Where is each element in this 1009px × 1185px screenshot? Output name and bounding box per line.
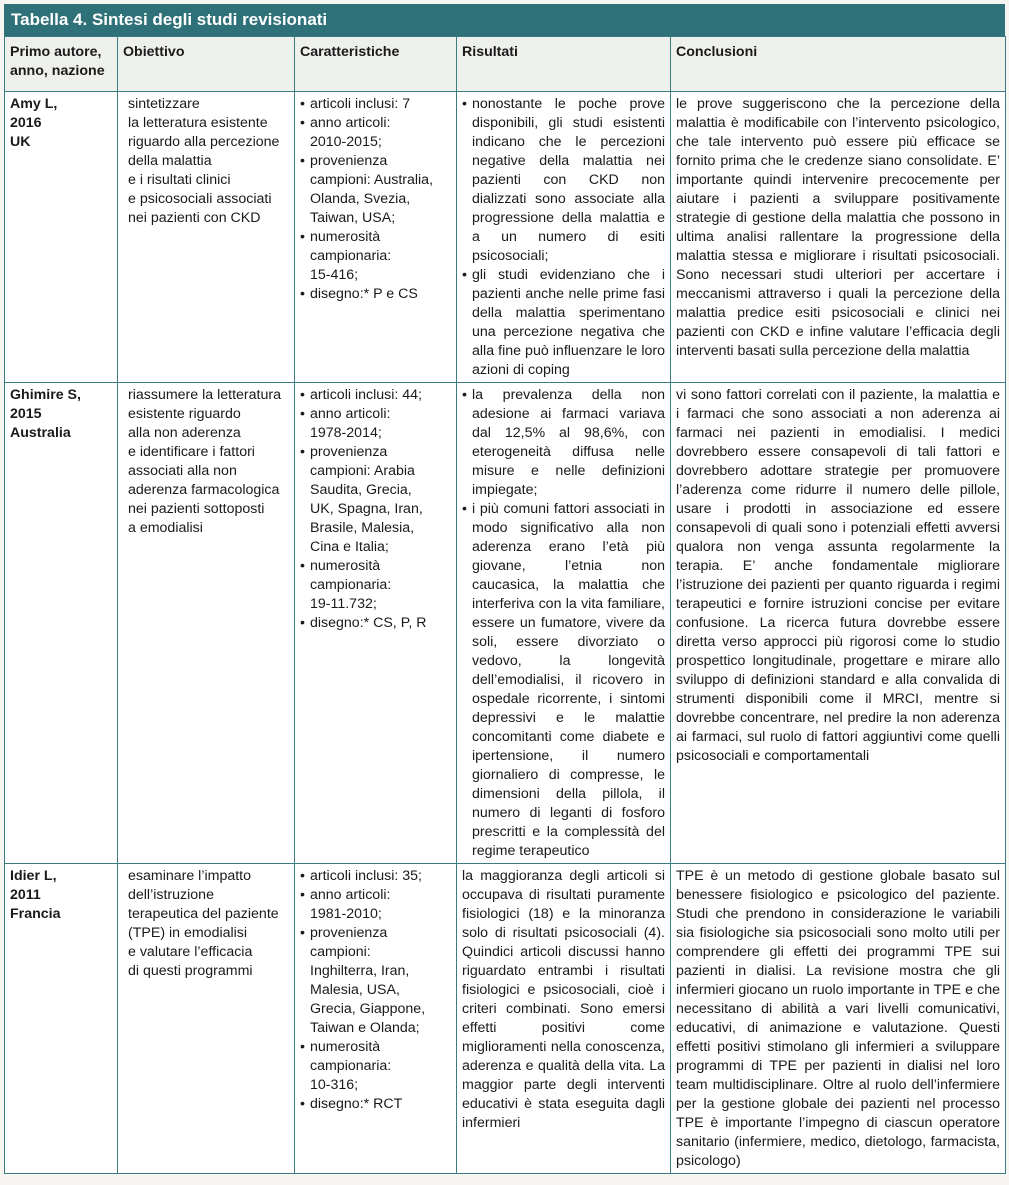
feature-item: • numerosità campionaria: 15-416; [300,228,451,285]
feature-item: • articoli inclusi: 7 [300,95,451,114]
header-results: Risultati [457,37,671,92]
result-item: • nonostante le poche prove disponibili, gli studi esistenti indicano che le percezioni negative della malattia nei pazienti con CKD non dializzati sono associate alla progressione della malattia e a un numero di esiti psicosociali; [462,95,665,266]
feature-item: • provenienza campioni: Australia, Olanda, Svezia, Taiwan, USA; [300,152,451,228]
objective-cell: esaminare l’impatto dell’istruzione terapeutica del paziente (TPE) in emodialisi e valutare l’efficacia di questi programmi [118,864,295,1174]
feature-item: • provenienza campioni: Arabia Saudita, Grecia, UK, Spagna, Iran, Brasile, Malesia, Cina e Italia; [300,443,451,557]
feature-item: • disegno:* RCT [300,1095,451,1114]
feature-item: • disegno:* CS, P, R [300,614,451,633]
result-item: • gli studi evidenziano che i pazienti anche nelle prime fasi della malattia sperimentano una percezione negativa che alla fine può influenzare le loro azioni di coping [462,266,665,380]
table-row [5,92,1006,383]
objective-cell: sintetizzare la letteratura esistente riguardo alla percezione della malattia e i risultati clinici e psicosociali associati nei pazienti con CKD [118,92,295,383]
header-conclusions: Conclusioni [671,37,1006,92]
table-row [5,864,1006,1174]
table-row [5,383,1006,864]
studies-table [4,36,1006,1174]
objective-cell: riassumere la letteratura esistente riguardo alla non aderenza e identificare i fattori associati alla non aderenza farmacologica nei pazienti sottoposti a emodialisi [118,383,295,864]
feature-item: • articoli inclusi: 35; [300,867,451,886]
feature-item: • disegno:* P e CS [300,285,451,304]
conclusions-cell: TPE è un metodo di gestione globale basato sul benessere fisiologico e psicologico del paziente. Studi che prendono in considerazione le variabili sia fisiologiche sia psicosociali sono molto utili per comprendere gli effetti dei programmi TPE sui pazienti in dialisi. La revisione mostra che gli infermieri giocano un ruolo importante in TPE e che necessitano di abilità a vari livelli comunicativi, educativi, di animazione e valutazione. Questi effetti positivi stimolano gli infermieri a sviluppare programmi di TPE per pazienti in dialisi nel loro team multidisciplinare. Oltre al ruolo dell’infermiere per la gestione globale dei pazienti nel processo TPE è importante l’impegno di ciascun operatore sanitario (infermiere, medico, dietologo, farmacista, psicologo) [671,864,1006,1174]
author-cell: Amy L, 2016 UK [5,92,118,383]
table-header-row [5,37,1006,92]
table-title: Tabella 4. Sintesi degli studi revisionati [4,4,1005,36]
results-cell: la maggioranza degli articoli si occupava di risultati puramente fisiologici (18) e la minoranza solo di risultati psicosociali (4). Quindici articoli discussi hanno riguardato entrambi i risultati fisiologici e psicosociali, cioè i criteri combinati. Sono emersi effetti positivi come miglioramenti nella conoscenza, aderenza e qualità della vita. La maggior parte degli interventi educativi è stata eseguita dagli infermieri [457,864,671,1174]
results-cell [457,92,671,383]
features-cell [295,92,457,383]
header-objective: Obiettivo [118,37,295,92]
header-features: Caratteristiche [295,37,457,92]
feature-item: • anno articoli: 2010-2015; [300,114,451,152]
author-cell: Ghimire S, 2015 Australia [5,383,118,864]
feature-item: • provenienza campioni: Inghilterra, Iran, Malesia, USA, Grecia, Giappone, Taiwan e Olanda; [300,924,451,1038]
features-cell [295,383,457,864]
author-cell: Idier L, 2011 Francia [5,864,118,1174]
feature-item: • anno articoli: 1981-2010; [300,886,451,924]
header-author: Primo autore, anno, nazione [5,37,118,92]
feature-item: • anno articoli: 1978-2014; [300,405,451,443]
conclusions-cell: le prove suggeriscono che la percezione della malattia è modificabile con l’intervento psicologico, che tale intervento può essere più efficace se fornito prima che le credenze siano consolidate. E’ importante quindi intervenire precocemente per aiutare i pazienti a sviluppare positivamente strategie di gestione della malattia che possono in ultima analisi rallentare la progressione della malattia stessa e migliorare i risultati psicosociali. Sono necessari studi ulteriori per accertare i meccanismi attraverso i quali la percezione della malattia predice esiti psicosociali e clinici nei pazienti con CKD e infine valutare l’efficacia degli interventi basati sulla percezione della malattia [671,92,1006,383]
results-cell [457,383,671,864]
conclusions-cell: vi sono fattori correlati con il paziente, la malattia e i farmaci che sono associati a non aderenza ai farmaci nei pazienti in emodialisi. I medici dovrebbero essere consapevoli di tali fattori e dovrebbero adottare strategie per promuovere l’aderenza come ridurre il numero delle pillole, usare i prodotti in associazione ed essere consapevoli di quali sono i potenziali effetti avversi qualora non venga assunta regolarmente la terapia. E’ anche fondamentale migliorare l’istruzione dei pazienti per quanto riguarda i regimi terapeutici e fornire istruzioni concise per evitare confusione. La ricerca futura dovrebbe essere diretta verso approcci più rigorosi come lo studio prospettico longitudinale, progettare e mirare allo sviluppo di definizioni standard e alla convalida di strumenti disponibili come il MRCI, mentre si dovrebbe concentrare, nel predire la non aderenza ai farmaci, sul ruolo di fattori aggiuntivi come quelli psicosociali e comportamentali [671,383,1006,864]
result-item: • la prevalenza della non adesione ai farmaci variava dal 12,5% al 98,6%, con eterogeneità diffusa nelle misure e nelle definizioni impiegate; [462,386,665,500]
feature-item: • numerosità campionaria: 10-316; [300,1038,451,1095]
features-cell [295,864,457,1174]
feature-item: • numerosità campionaria: 19-11.732; [300,557,451,614]
feature-item: • articoli inclusi: 44; [300,386,451,405]
result-item: • i più comuni fattori associati in modo significativo alla non aderenza erano l’età più giovane, l’etnia non caucasica, la malattia che interferiva con la vita familiare, essere un fumatore, vivere da soli, essere divorziato o vedovo, la longevità dell’emodialisi, il ricovero in ospedale ricorrente, i sintomi depressivi e le malattie concomitanti come diabete e ipertensione, il numero giornaliero di compresse, le dimensioni della pillola, il numero di leganti di fosforo prescritti e la complessità del regime terapeutico [462,500,665,861]
